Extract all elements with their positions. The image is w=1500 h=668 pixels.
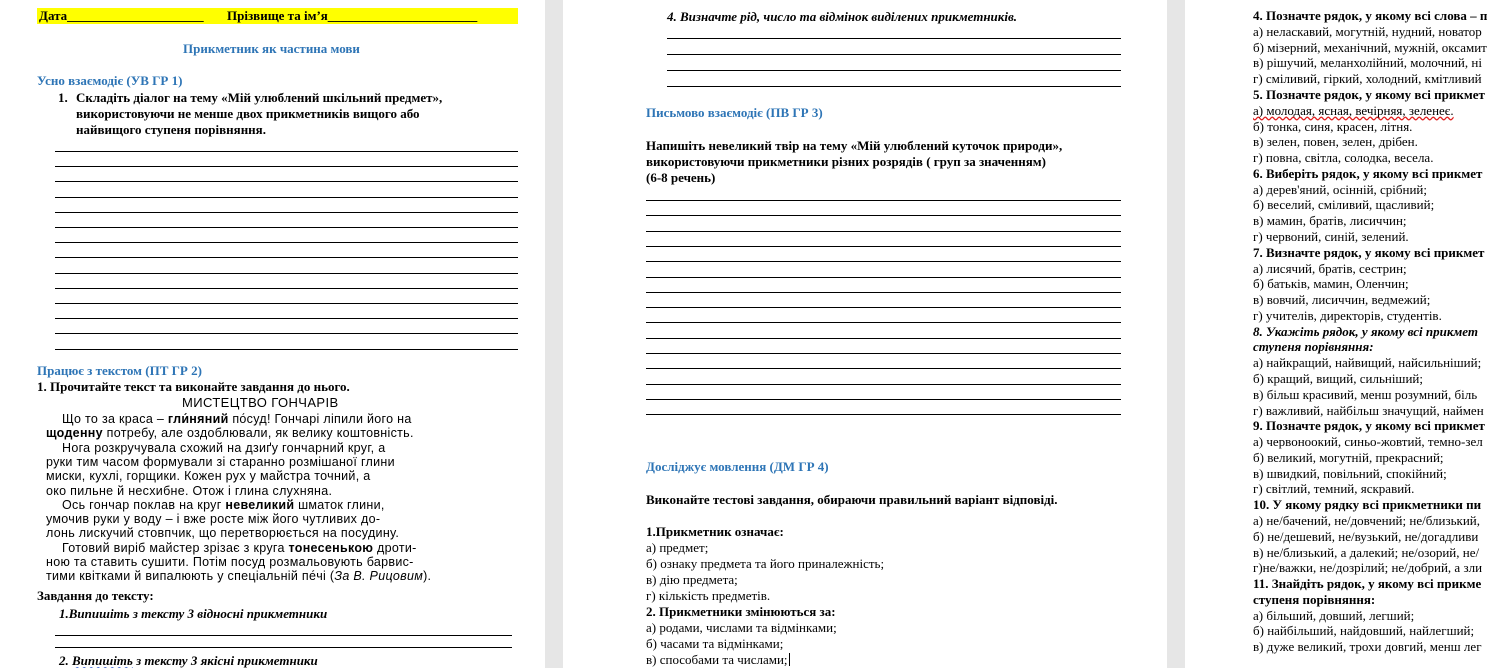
- answer-option[interactable]: г) учителів, директорів, студентів.: [1253, 307, 1442, 323]
- answer-option[interactable]: а) дерев'яний, осінній, срібний;: [1253, 181, 1428, 197]
- answer-option[interactable]: в) не/близький, а далекий; не/озорий, не/: [1253, 544, 1480, 560]
- story-text-fragment: ною та ставить сушити. Потім посуд розмальовують барвис-: [46, 555, 414, 569]
- answer-line[interactable]: [667, 38, 1121, 39]
- subtask-2-rest: з тексту 3 якісні прикметники: [132, 653, 318, 668]
- answer-line[interactable]: [55, 349, 518, 350]
- question-1-option[interactable]: б) ознаку предмета та його приналежність;: [646, 556, 885, 571]
- answer-line[interactable]: [55, 181, 518, 182]
- document-page-3: [1185, 0, 1500, 668]
- story-text-fragment: дроти-: [373, 540, 417, 555]
- story-line: [62, 541, 417, 555]
- answer-option[interactable]: в) швидкий, повільний, спокійний;: [1253, 465, 1447, 481]
- question-heading: 11. Знайдіть рядок, у якому всі прикме: [1253, 576, 1482, 592]
- story-text-fragment: око пильне й несхибне. Отож і глина слухняна.: [46, 483, 333, 498]
- question-2-option[interactable]: б) часами та відмінками;: [646, 636, 784, 651]
- answer-line[interactable]: [55, 227, 518, 228]
- answer-line[interactable]: [55, 303, 518, 304]
- story-text-fragment: Ось гончар поклав на круг: [62, 497, 226, 512]
- answer-option[interactable]: а) не/бачений, не/довчений; не/близький,: [1253, 513, 1480, 528]
- question-1-option[interactable]: а) предмет;: [646, 540, 709, 555]
- answer-option[interactable]: а) більший, довший, легший;: [1253, 607, 1415, 623]
- story-text-fragment: миски, кухлі, горщики. Кожен рух у майстра точний, а: [46, 469, 371, 484]
- section-heading-writing: Письмово взаємодіє (ПВ ГР 3): [646, 105, 823, 120]
- answer-line[interactable]: [55, 288, 518, 289]
- answer-option[interactable]: г)не/важки, не/дозрілий; не/добрий, а зли: [1253, 560, 1483, 576]
- story-emphasized-word: гли́няний: [167, 412, 229, 426]
- subtask-1: 1.Випишіть з тексту 3 відносні прикметники: [59, 606, 328, 621]
- story-text-fragment: тими квітками й випалюють у спеціальній пе́чі (: [46, 569, 335, 584]
- story-text-fragment: шматок глини,: [294, 497, 385, 512]
- answer-line[interactable]: [55, 273, 518, 274]
- question-heading: 5. Позначте рядок, у якому всі прикмет: [1253, 86, 1485, 102]
- answer-option[interactable]: б) мізерний, механічний, мужній, оксамит: [1253, 39, 1487, 55]
- answer-option[interactable]: б) не/дешевий, не/вузький, не/догадливи: [1253, 528, 1479, 544]
- question-1: 1.Прикметник означає:: [646, 524, 784, 539]
- question-1-option[interactable]: в) дію предмета;: [646, 572, 738, 587]
- answer-line[interactable]: [646, 231, 1121, 232]
- answer-line[interactable]: [55, 635, 512, 636]
- answer-option[interactable]: в) зелен, повен, зелен, дрібен.: [1253, 134, 1418, 150]
- answer-line[interactable]: [646, 399, 1121, 400]
- story-emphasized-word: тонесенькою: [288, 540, 374, 555]
- answer-option[interactable]: г) сміливий, гіркий, холодний, кмітливий: [1253, 71, 1482, 87]
- question-heading: 4. Позначте рядок, у якому всі слова – п: [1253, 8, 1488, 23]
- task1-line-3: найвищого ступеня порівняння.: [76, 122, 266, 137]
- document-page-2: [563, 0, 1167, 668]
- story-line: [46, 455, 395, 469]
- story-emphasized-word: За В. Рицовим: [334, 569, 424, 584]
- answer-option[interactable]: г) світлий, темний, яскравий.: [1253, 481, 1415, 497]
- tasks-heading: Завдання до тексту:: [37, 588, 154, 603]
- answer-line[interactable]: [646, 215, 1121, 216]
- story-text-fragment: потребу, але оздоблювали, як велику коштовність.: [102, 426, 414, 441]
- essay-line-3: (6-8 речень): [646, 170, 716, 185]
- subtask-2: [59, 653, 318, 668]
- document-page-1: [0, 0, 545, 668]
- answer-line[interactable]: [646, 307, 1121, 308]
- answer-option[interactable]: в) вовчий, лисиччин, ведмежий;: [1253, 292, 1431, 307]
- answer-line[interactable]: [667, 54, 1121, 55]
- answer-line[interactable]: [646, 338, 1121, 339]
- story-text-fragment: Готовий виріб майстер зрізає з круга: [62, 540, 289, 555]
- story-text-fragment: Що то за краса –: [62, 412, 168, 426]
- task2-instruction: 1. Прочитайте текст та виконайте завдання до нього.: [37, 379, 350, 394]
- answer-option[interactable]: б) найбільший, найдовший, найлегший;: [1253, 623, 1475, 639]
- page-title: Прикметник як частина мови: [183, 41, 360, 56]
- answer-option[interactable]: а) молодая, ясная, вечірняя, зеленеє.: [1253, 102, 1454, 118]
- answer-line[interactable]: [646, 200, 1121, 201]
- story-text-fragment: умочив руки у воду – і вже росте між його чутливих до-: [46, 512, 381, 527]
- question-heading: 8. Укажіть рядок, у якому всі прикмет: [1253, 323, 1479, 339]
- question-2-option[interactable]: а) родами, числами та відмінками;: [646, 620, 837, 635]
- answer-line[interactable]: [646, 261, 1121, 262]
- question-heading: 9. Позначте рядок, у якому всі прикмет: [1253, 418, 1485, 434]
- question-heading-continuation: ступеня порівняння:: [1253, 591, 1376, 607]
- answer-option[interactable]: в) мамин, братів, лисиччин;: [1253, 213, 1407, 229]
- question-heading-continuation: ступеня порівняння:: [1253, 339, 1374, 355]
- section-heading-text: Працює з текстом (ПТ ГР 2): [37, 363, 202, 378]
- story-title: МИСТЕЦТВО ГОНЧАРІВ: [182, 395, 339, 410]
- answer-line[interactable]: [646, 246, 1121, 247]
- answer-line[interactable]: [646, 384, 1121, 385]
- answer-option[interactable]: в) дуже великий, трохи довгий, менш лег: [1253, 639, 1482, 655]
- story-text-fragment: руки тим часом формували зі старанно розмішаної глини: [46, 454, 395, 469]
- answer-line[interactable]: [55, 333, 518, 334]
- question-2-option-text: в) способами та числами;: [646, 652, 788, 667]
- answer-line[interactable]: [667, 70, 1121, 71]
- story-text-fragment: лонь лискучий стовпчик, що перетворюється на посудину.: [46, 526, 400, 541]
- answer-option[interactable]: г) повна, світла, солодка, весела.: [1253, 150, 1434, 165]
- answer-line[interactable]: [646, 414, 1121, 415]
- story-line: [62, 412, 412, 426]
- subtask-2-number: 2.: [59, 653, 69, 668]
- answer-line[interactable]: [55, 212, 518, 213]
- answer-option[interactable]: б) веселий, сміливий, щасливий;: [1253, 197, 1435, 213]
- question-1-option[interactable]: г) кількість предметів.: [646, 588, 771, 603]
- subtask-2-verb: Випишіть: [72, 653, 133, 668]
- story-text-fragment: Нога розкручувала схожий на дзиґу гончарний круг, а: [62, 440, 386, 455]
- date-field[interactable]: Дата_____________________: [39, 8, 204, 23]
- answer-line[interactable]: [55, 166, 518, 167]
- answer-line[interactable]: [646, 292, 1121, 293]
- answer-line[interactable]: [55, 257, 518, 258]
- story-line: [46, 569, 431, 583]
- answer-option[interactable]: г) важливий, найбільш значущий, наймен: [1253, 402, 1484, 418]
- story-line: [46, 469, 371, 483]
- answer-option[interactable]: б) великий, могутній, прекрасний;: [1253, 449, 1444, 465]
- answer-option[interactable]: б) батьків, мамин, Оленчин;: [1253, 276, 1409, 292]
- test-instruction: Виконайте тестові завдання, обираючи правильний варіант відповіді.: [646, 492, 1058, 507]
- answer-option[interactable]: в) рішучий, меланхолійний, молочний, ні: [1253, 55, 1482, 71]
- answer-line[interactable]: [55, 197, 518, 198]
- answer-line[interactable]: [55, 318, 518, 319]
- answer-line[interactable]: [646, 353, 1121, 354]
- essay-line-1: Напишіть невеликий твір на тему «Мій улюблений куточок природи»,: [646, 138, 1063, 153]
- answer-line[interactable]: [55, 242, 518, 243]
- story-text-fragment: ).: [423, 569, 432, 584]
- answer-option[interactable]: а) неласкавий, могутній, нудний, новатор: [1253, 23, 1482, 39]
- task1-line-1: Складіть діалог на тему «Мій улюблений шкільний предмет»,: [76, 90, 443, 105]
- answer-line[interactable]: [667, 86, 1121, 87]
- story-line: [46, 484, 332, 498]
- story-emphasized-word: невеликий: [225, 497, 295, 512]
- question-heading: 10. У якому рядку всі прикметники пи: [1253, 497, 1482, 513]
- story-line: [62, 441, 385, 455]
- question-2-option[interactable]: [646, 652, 790, 668]
- task1-number: 1.: [58, 90, 68, 105]
- story-emphasized-word: щоденну: [46, 426, 103, 441]
- story-line: [46, 526, 399, 540]
- answer-option[interactable]: б) тонка, синя, красен, літня.: [1253, 118, 1413, 134]
- answer-line[interactable]: [55, 647, 512, 648]
- essay-line-2: використовуючи прикметники різних розрядів ( груп за значенням): [646, 154, 1046, 169]
- answer-option[interactable]: а) лисячий, братів, сестрин;: [1253, 260, 1407, 276]
- question-heading: 6. Виберіть рядок, у якому всі прикмет: [1253, 165, 1483, 181]
- section-heading-oral: Усно взаємодіє (УВ ГР 1): [37, 73, 183, 88]
- text-cursor: [789, 653, 790, 666]
- answer-option[interactable]: в) більш красивий, менш розумний, біль: [1253, 386, 1478, 402]
- answer-line[interactable]: [646, 277, 1121, 278]
- answer-option[interactable]: б) кращий, вищий, сильніший;: [1253, 370, 1423, 386]
- story-line: [46, 512, 380, 526]
- section-heading-research: Досліджує мовлення (ДМ ГР 4): [646, 459, 829, 474]
- story-line: [46, 426, 414, 440]
- answer-option[interactable]: г) червоний, синій, зелений.: [1253, 228, 1409, 244]
- name-field[interactable]: Прізвище та ім’я_______________________: [227, 8, 478, 23]
- question-heading: 7. Визначте рядок, у якому всі прикмет: [1253, 244, 1485, 260]
- answer-line[interactable]: [646, 368, 1121, 369]
- task4-text: 4. Визначте рід, число та відмінок виділених прикметників.: [667, 9, 1018, 24]
- task1-line-2: використовуючи не менше двох прикметників вищого або: [76, 106, 420, 121]
- answer-line[interactable]: [646, 322, 1121, 323]
- story-line: [46, 555, 414, 569]
- header-field-row: [37, 8, 518, 24]
- answer-option[interactable]: а) найкращий, найвищий, найсильніший;: [1253, 355, 1482, 371]
- answer-line[interactable]: [55, 151, 518, 152]
- story-line: [62, 498, 385, 512]
- story-text-fragment: по́суд! Гончарі ліпили його на: [228, 412, 412, 426]
- question-2: 2. Прикметники змінюються за:: [646, 604, 836, 619]
- answer-option[interactable]: а) червоноокий, синьо-жовтий, темно-зел: [1253, 434, 1483, 450]
